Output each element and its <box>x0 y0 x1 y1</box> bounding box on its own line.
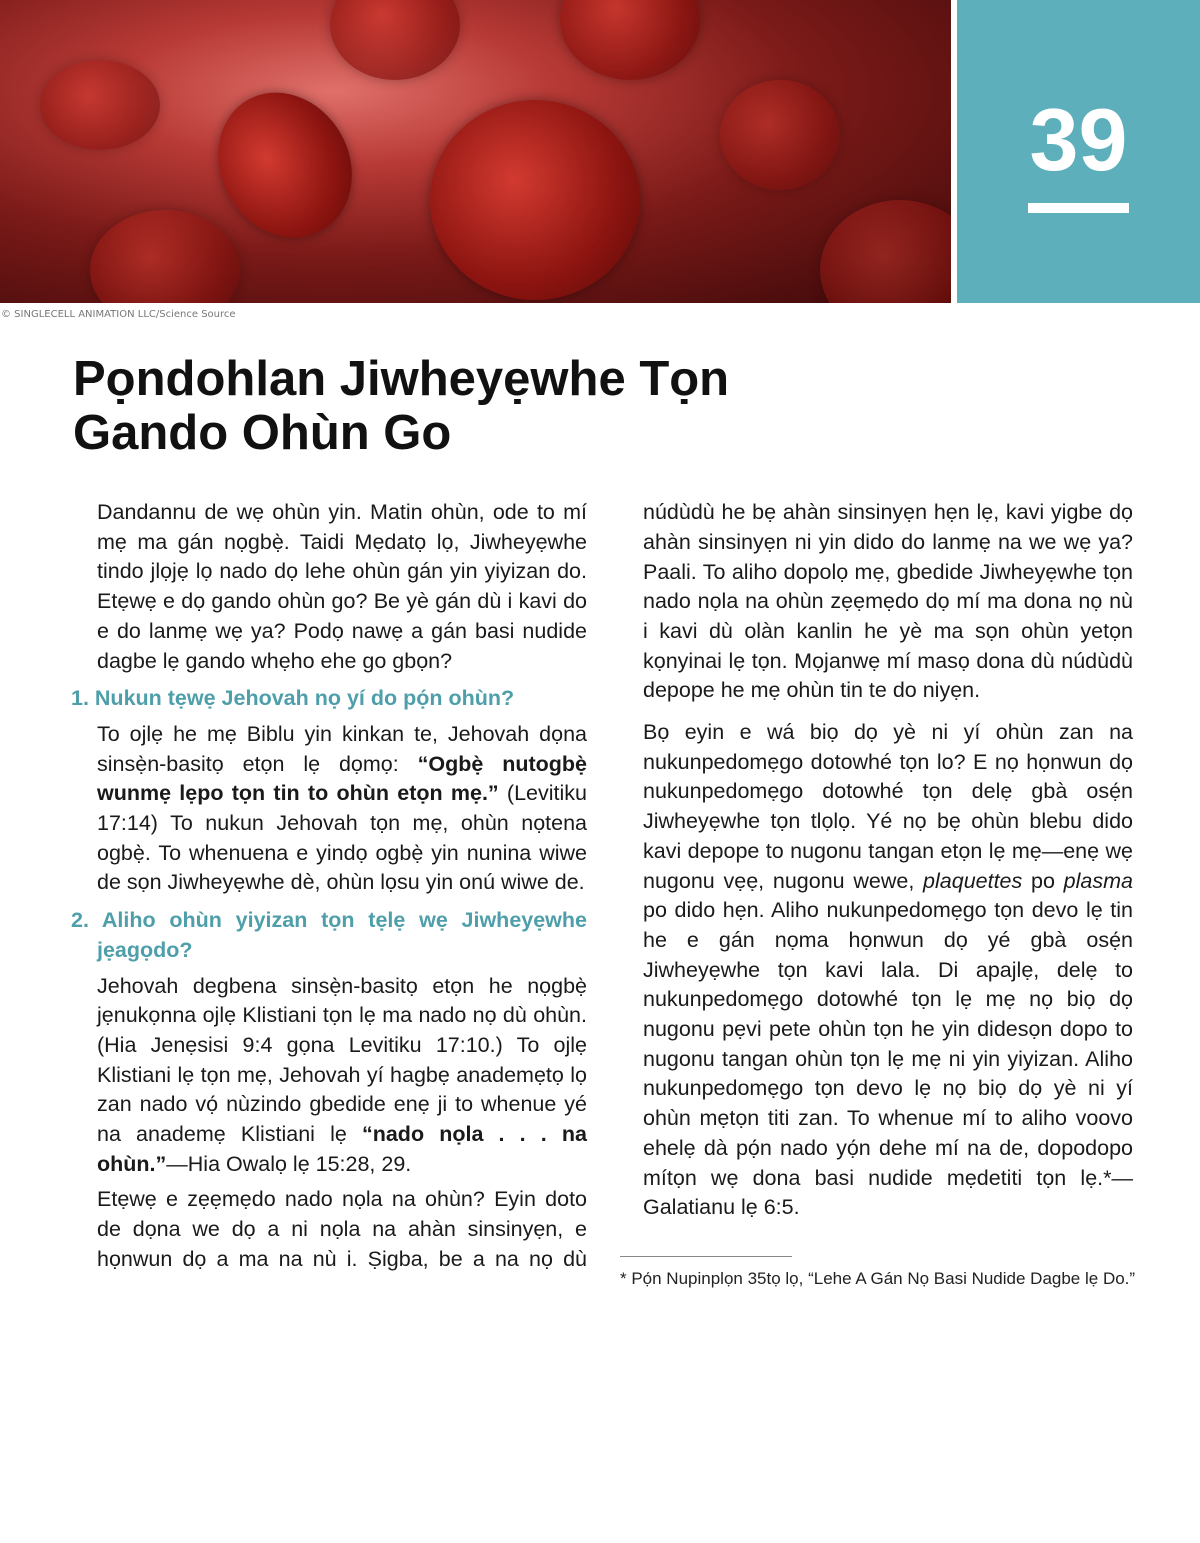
lesson-number: 39 <box>1029 90 1128 189</box>
question-2-heading: 2. Aliho ohùn yiyizan tọn tẹlẹ wẹ Jiwheyẹwhe jẹagọdo? <box>71 908 587 962</box>
blood-cells-image <box>0 0 951 303</box>
question-2-paragraph-2: Etẹwẹ e zẹẹmẹdo nado nọla na ohùn? Eyin doto de dọna we dọ a ni nọla na ahàn sinsinyẹn, e họnwun dọ a ma na nù i. Ṣigba, be a na nọ dù <box>97 1187 587 1271</box>
italic-term: plasma <box>1063 868 1133 893</box>
question-1-paragraph <box>97 720 587 898</box>
page-title <box>73 352 729 460</box>
italic-term: plaquettes <box>923 868 1023 893</box>
text: (Levitiku 17:14) To nukun Jehovah tọn mẹ, ohùn nọtena ogbẹ̀. To whenuena e yindọ ogbẹ̀ yin nunina wiwe de sọn Jiwheyẹwhe dè, ohùn lọsu yin onú wiwe de. <box>97 781 587 895</box>
question-1-heading: 1. Nukun tẹwẹ Jehovah nọ yí do pọ́n ohùn? <box>71 686 515 711</box>
image-credit: © SINGLECELL ANIMATION LLC/Science Source <box>1 309 236 320</box>
footnote: * Pọ́n Nupinplọn 35tọ lọ, “Lehe A Gán Nọ Basi Nudide Dagbe lẹ Do.” <box>620 1269 1136 1288</box>
text: —Hia Owalọ lẹ 15:28, 29. <box>166 1151 412 1176</box>
text: po <box>1022 868 1064 893</box>
question-2-paragraph-2-continued: núdùdù he bẹ ahàn sinsinyẹn hẹn lẹ, kavi yigbe dọ ahàn sinsinyẹn ni yin dido do lanmẹ na we wẹ ya? Paali. To aliho dopolọ mẹ, gbedide Jiwheyẹwhe tọn nado nọla na ohùn zẹẹmẹdo dọ mí ma dona nọ nù i kavi dù olàn kanlin he yè ma sọn ohùn yetọn kọnyinai lẹ tọn. Mọjanwẹ mí masọ dona dù núdùdù depope he mẹ ohùn tin te do niyẹn. <box>643 500 1133 703</box>
lesson-number-badge <box>957 0 1200 303</box>
text: po dido hẹn. Aliho nukunpedomẹgo tọn devo lẹ tin he e gán nọma họnwun dọ yé gbà osẹ́n Jiwheyẹwhe tọn kavi lala. Di apajlẹ, delẹ to nukunpedomẹgo dotowhé tọn lẹ mẹ nọ biọ dọ nugonu pẹvi pete ohùn tọn he yin didesọn dopo to nugonu tangan ohùn tọn lẹ mẹ ni yin yiyizan. Aliho nukunpedomẹgo tọn devo lẹ nọ biọ dọ yè ni yí ohùn mẹtọn titi zan. To whenue mí to aliho voovo ehelẹ dà pọ́n nado yọ́n dehe mí na de, dopodopo mítọn wẹ dona basi nudide mẹdetiti tọn lẹ.*—Galatianu lẹ 6:5. <box>643 898 1133 1220</box>
text: To ojlẹ he mẹ Biblu yin kinkan te, Jehovah dọna sinsẹ̀n-basitọ etọn lẹ dọmọ: <box>97 721 587 776</box>
text: Bọ eyin e wá biọ dọ yè ni yí ohùn zan na nukunpedomẹgo dotowhé tọn lo? E nọ họnwun dọ nukunpedomẹgo dotowhé tọn delẹ gbà osẹ́n Jiwheyẹwhe tọn tlọlọ. Yé nọ bẹ ohùn blebu dido kavi depope to nugonu tangan etọn lẹ mẹ—enẹ wẹ nugonu vẹẹ, nugonu wewe, <box>643 720 1133 893</box>
left-column <box>71 498 588 1280</box>
text: Jehovah degbena sinsẹ̀n-basitọ etọn he nọgbẹ̀ jẹnukọnna ojlẹ Klistiani tọn lẹ ma nado nọ dù ohùn. (Hia Jenẹsisi 9:4 gọna Levitiku 17:10.) To ojlẹ Klistiani lẹ tọn mẹ, Jehovah yí hagbẹ anademẹtọ lọ zan nado vọ́ nùzindo gbedide enẹ ji to whenue yé na anademẹ Klistiani lẹ <box>97 973 587 1147</box>
intro-paragraph: Dandannu de wẹ ohùn yin. Matin ohùn, ode to mí mẹ ma gán nọgbẹ̀. Taidi Mẹdatọ lọ, Jiwheyẹwhe tindo jlọjẹ lọ nado dọ lehe ohùn gán yin yiyizan do. Etẹwẹ e dọ gando ohùn go? Be yè gán dù i kavi do e do lanmẹ wẹ ya? Podọ nawẹ a gán basi nudide dagbe lẹ gando whẹho ehe go gbọn? <box>97 500 587 673</box>
scripture-quote: “nado nọla . . . na ohùn.” <box>97 1122 588 1176</box>
title-line-2: Gando Ohùn Go <box>73 406 452 460</box>
scripture-quote: “Ogbẹ̀ nutogbẹ̀ wunmẹ lẹpo tọn tin to ohùn etọn mẹ.” <box>97 751 587 806</box>
title-line-1: Pọndohlan Jiwheyẹwhe Tọn <box>73 352 730 406</box>
question-2-paragraph-1 <box>97 972 587 1180</box>
right-column <box>643 498 1133 1229</box>
footnote-divider <box>620 1256 792 1257</box>
question-2-paragraph-3 <box>643 718 1133 1223</box>
number-underline <box>1028 203 1129 213</box>
